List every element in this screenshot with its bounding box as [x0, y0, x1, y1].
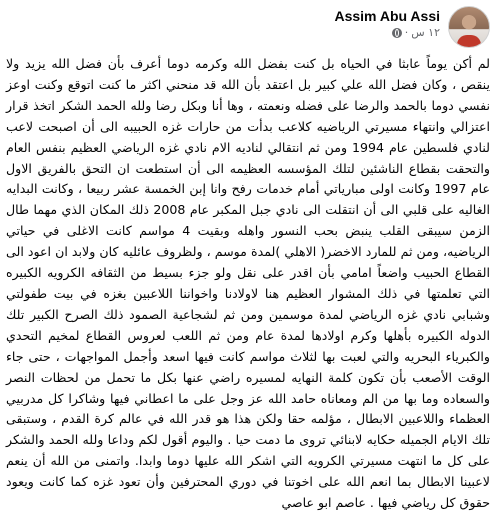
avatar-shirt	[457, 35, 481, 48]
post-meta	[334, 6, 440, 40]
post-timestamp[interactable]: ١٢ س	[411, 26, 440, 39]
post-subline	[334, 25, 440, 40]
post-body	[6, 54, 490, 514]
post-text: لم أكن يوماً عابثا في الحياه بل كنت بفضل الله وكرمه دوما أعرف بأن فضل الله يزيد ولا ينقص ، وكان فضل الله علي كبير بل اعتقد بأن الله قد منحني اكثر ما كنت اتوقع وكنت اوعز نفسي دوما بالحمد والرضا على فضله ونعمته ، وها أنا وبكل رضا ولله الحمد الشكر اتخذ قرار اعتزالي وانتهاء مسيرتي الرياضيه كلاعب بدأت من حارات غزه الحبيبه الى أن اصبحت لاعب لنادي فلسطين عام 1994 ومن ثم انتقالي لناديه الام نادي غزه الرياضي العظيم بنفس العام والتحقت بقطاع الناشئين لتلك المؤسسه العظيمه الى أن استطعت ان التحق بالفريق الاول عام 1997 وكانت اولى مبارياتي أمام خدمات رفح وانا إبن الخمسة عشر ربيعا ، وكانت البدايه الغاليه على قلبي الى أن انتقلت الى نادي جبل المكبر عام 2008 ذلك المكان الذي مهما طال الزمن سيبقى القلب ينبض بحب النسور واهله وبقيت 4 مواسم كانت الاغلى في حياتي الرياضيه، ومن ثم للمارد الاخضر( الاهلي )لمدة موسم ، ولظروف عائليه كان ولابد ان اعود الى القطاع الحبيب واضعاً امامي بأن اقدر على نقل ولو جزء بسيط من الثقافه الكرويه الكبيره التي تعلمتها في ذلك المشوار العظيم هنا لاولادنا واخواننا اللاعبين بغزه في بيت طفولتي وشبابي نادي غزه الرياضي لمدة موسمين ومن ثم لشجاعية الصمود ذلك الصرح الكبير تلك الدوله الكبيره بأهلها وكرم اولادها لمدة عام ومن ثم اللعب لعروس القطاع لمخيم التحدي والكبرياء البحريه والتي لعبت بها لثلاث مواسم كانت فيها اسعد وأجمل المواجهات ، حتى جاء الوقت الأصعب بأن تكون كلمة النهايه لمسيره راضي عنها بكل ما تحمل من لحظات النصر والسعاده وما بها من الم ومعاناه حامد الله عز وجل على ما اعطاني فيها وشاكرا كل مدربيي العظماء واللاعبين الابطال ، مؤلمه حقا ولكن هذا هو قدر الله في عالم كرة القدم ، وستبقى تلك الايام الجميله حكايه لابنائي تروى ما دمت حيا . واليوم أقول لكم وداعا ولله الحمد والشكر على كل ما انتهت مسيرتي الكرويه التي اشكر الله عليها دوما وابدا. واتمنى من الله أن ينعم لاعبينا الابطال بما انعم الله على اخوتنا في دوري المحترفين وأن تعود غزه كما كانت ويعود حقوق كل رياضي فيها . عاصم ابو عاصي	[6, 56, 490, 511]
separator-dot: ·	[404, 26, 409, 39]
globe-icon[interactable]	[392, 28, 402, 38]
author-name[interactable]: Assim Abu Assi	[334, 8, 440, 24]
post-header	[334, 6, 490, 48]
avatar[interactable]	[448, 6, 490, 48]
